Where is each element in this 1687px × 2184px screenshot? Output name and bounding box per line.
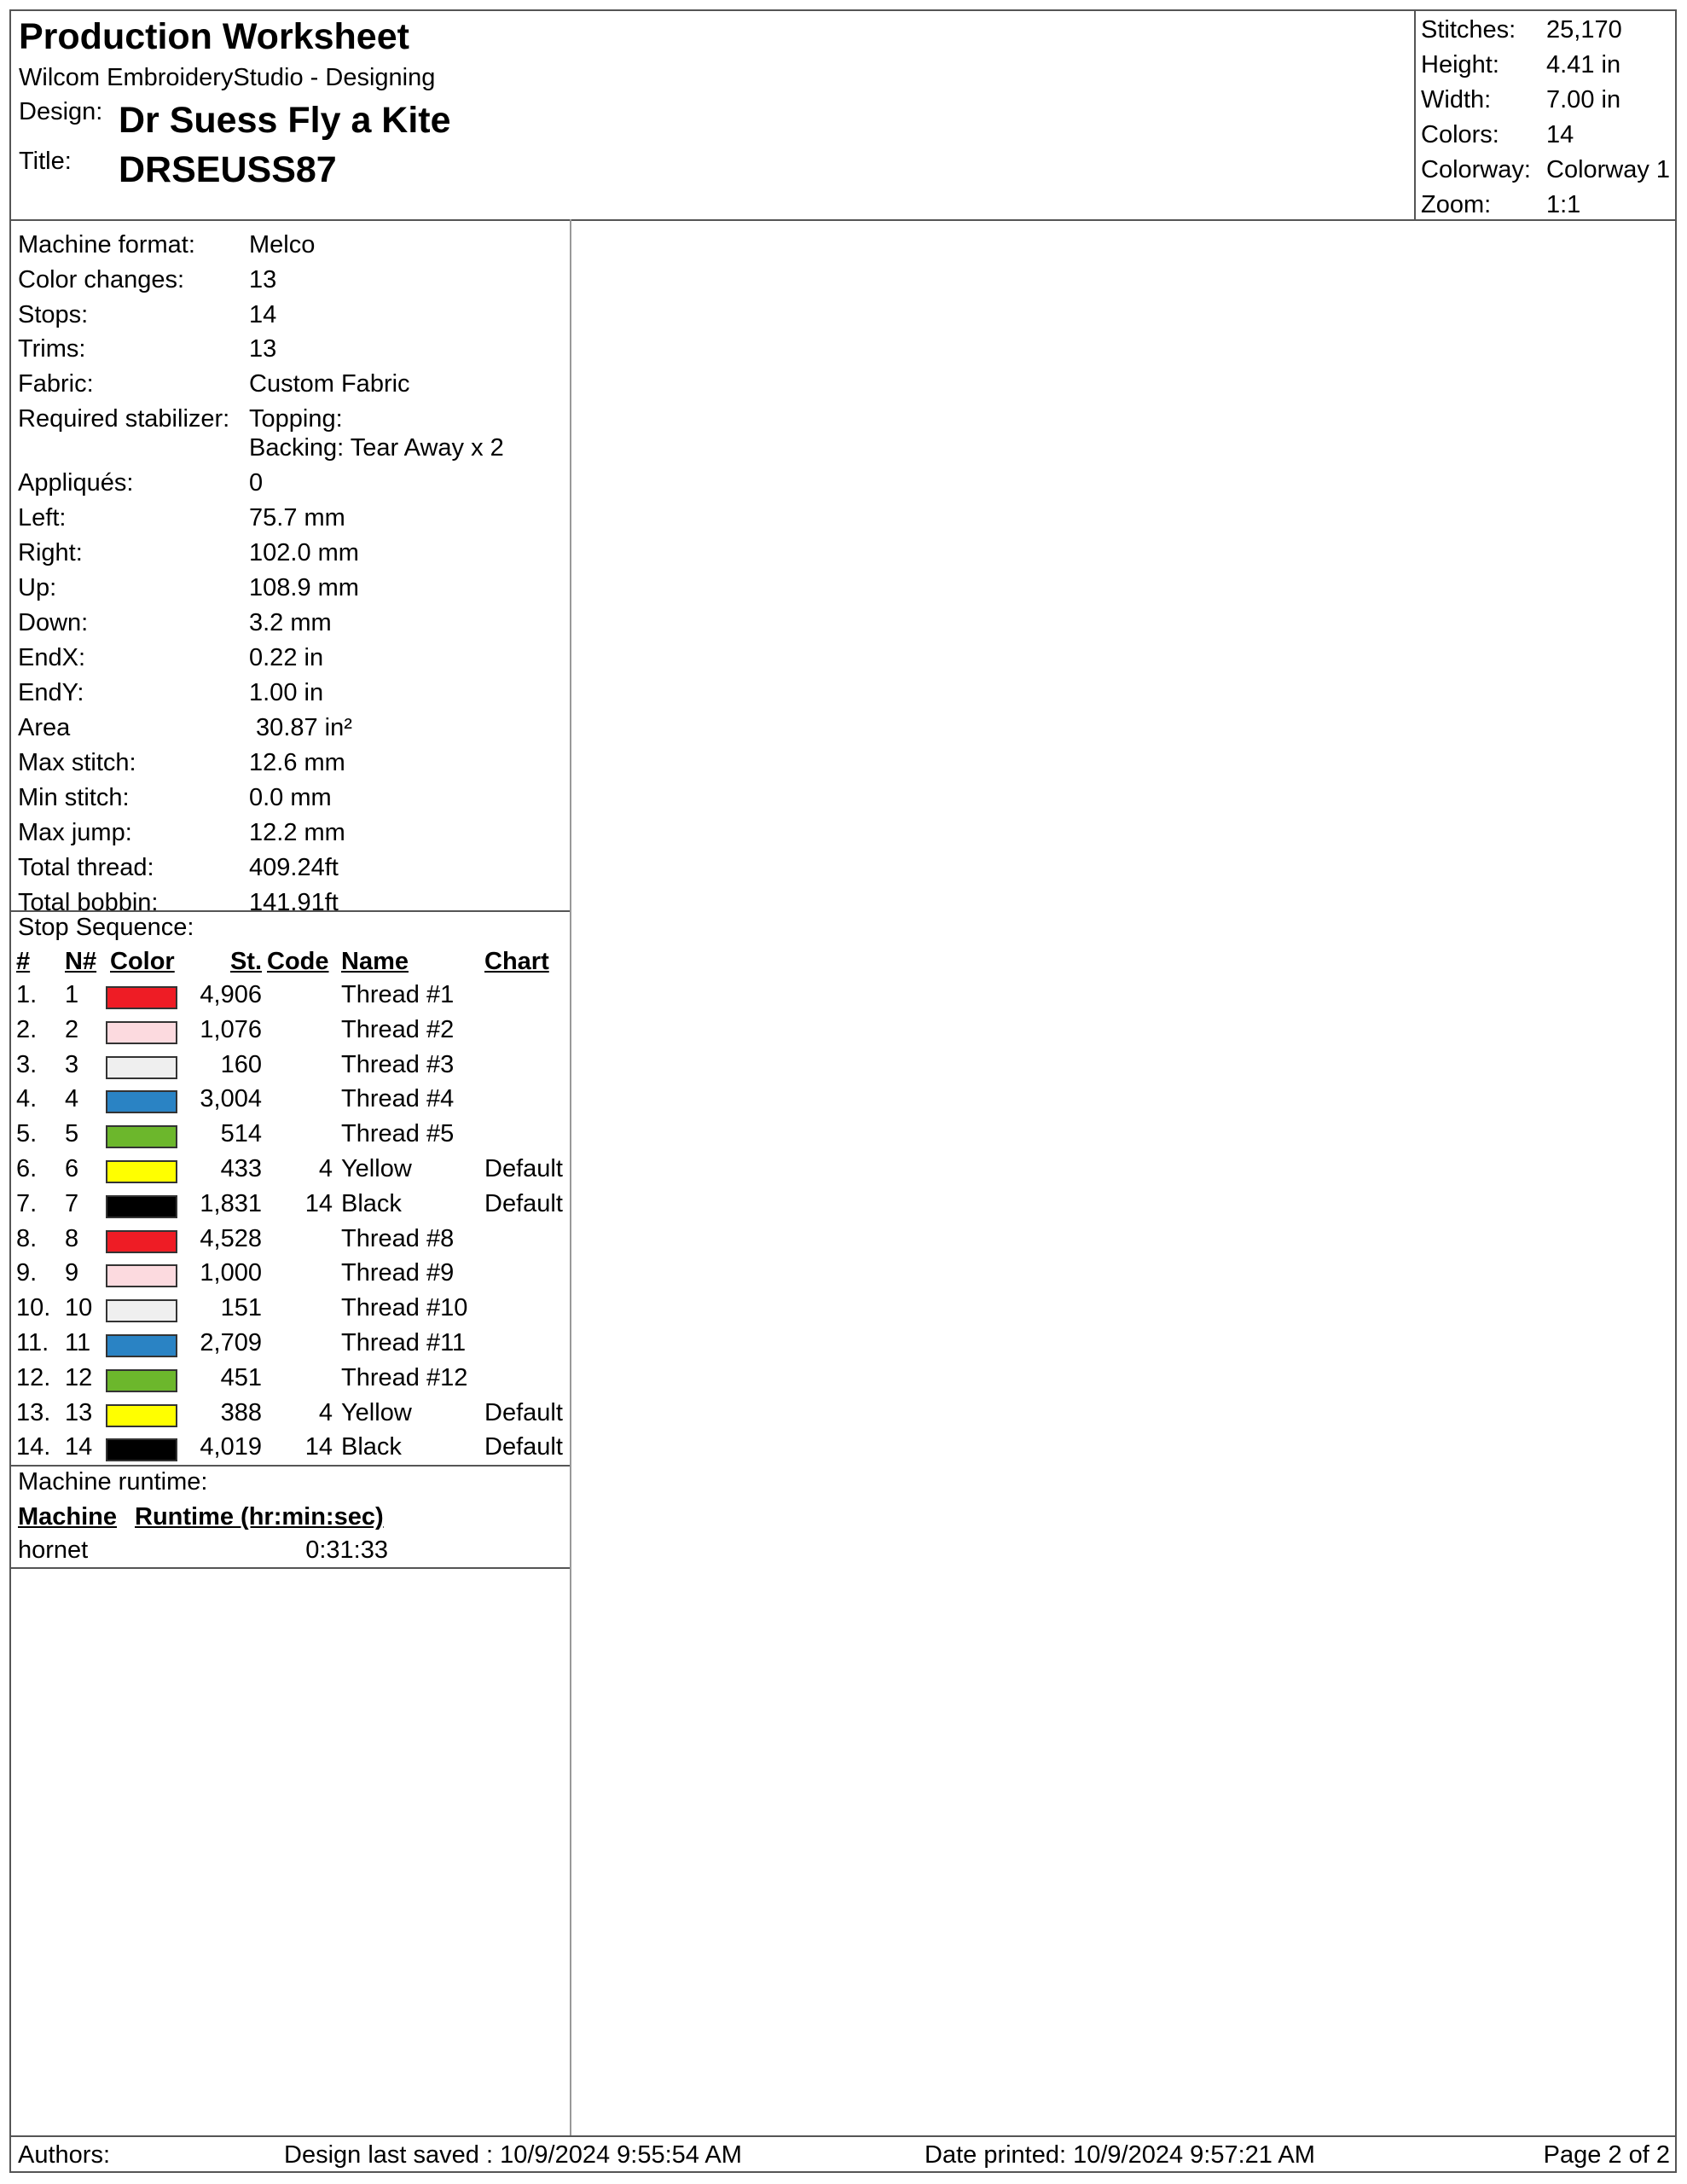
thread-name: Black: [341, 1189, 402, 1217]
design-title: DRSEUSS87: [119, 149, 337, 190]
stitch-count: 3,004: [200, 1085, 262, 1113]
stop-row: [11, 981, 570, 1015]
summary-width: Width: 7.00 in: [1421, 86, 1621, 113]
thread-chart: Default: [484, 1433, 563, 1461]
col-header-chart: Chart: [484, 948, 549, 975]
col-header-color: Color: [110, 948, 175, 975]
stop-number: 2.: [16, 1015, 38, 1043]
color-swatch: [106, 986, 177, 1009]
application-name: Wilcom EmbroideryStudio - Designing: [19, 64, 436, 91]
machine-runtime: [11, 1465, 570, 1569]
worksheet-footer: [11, 2135, 1675, 2173]
thread-code: 4: [318, 1155, 333, 1182]
stop-row: [11, 1190, 570, 1224]
stop-number: 8.: [16, 1224, 38, 1252]
thread-chart: Default: [484, 1155, 563, 1182]
thread-name: Thread #10: [341, 1294, 468, 1322]
stop-row: [11, 1364, 570, 1398]
stop-number: 13.: [16, 1398, 51, 1426]
stitch-count: 514: [220, 1120, 262, 1148]
runtime-time: 0:31:33: [305, 1536, 388, 1564]
summary-colors: Colors: 14: [1421, 121, 1574, 148]
thread-name: Thread #4: [341, 1085, 455, 1113]
machine-info: Machine format: Melco Color changes: 13 Stops: 14 Trims: 13 Fabric: Custom Fabric Required stabilizer: Topping: Backing: Tear Away x 2 Appliqués: 0 Left: 75.7 mm Right: 102.0 mm Up: 108.9 mm Down: 3.2 mm EndX: 0.22 in EndY: 1.00 in Area 30.87 in² Max stitch: 12.6 mm Min stitch: 0.0 mm Max jump: 12.2 mm Total thread: 409.24ft Total bobbin: 141.91ft: [11, 219, 570, 912]
stitch-count: 1,076: [200, 1015, 262, 1043]
color-swatch: [106, 1299, 177, 1322]
needle-number: 3: [65, 1050, 79, 1078]
stitch-count: 4,528: [200, 1224, 262, 1252]
col-header-name: Name: [341, 948, 409, 975]
needle-number: 7: [65, 1189, 79, 1217]
col-header-code: Code: [267, 948, 329, 975]
needle-number: 10: [65, 1294, 93, 1322]
stop-number: 14.: [16, 1433, 51, 1461]
stop-sequence-title: Stop Sequence:: [18, 914, 194, 941]
thread-name: Black: [341, 1433, 402, 1461]
summary-zoom: Zoom: 1:1: [1421, 191, 1581, 218]
stitch-count: 1,000: [200, 1259, 262, 1287]
thread-code: 14: [304, 1433, 333, 1461]
stop-row: [11, 1294, 570, 1328]
needle-number: 14: [65, 1433, 93, 1461]
stitch-count: 433: [220, 1155, 262, 1182]
runtime-machine: hornet: [18, 1536, 89, 1564]
stitch-count: 151: [220, 1294, 262, 1322]
design-name: Dr Suess Fly a Kite: [119, 100, 451, 141]
thread-name: Thread #2: [341, 1015, 455, 1043]
color-swatch: [106, 1125, 177, 1148]
color-swatch: [106, 1160, 177, 1183]
thread-name: Thread #8: [341, 1224, 455, 1252]
stop-number: 12.: [16, 1363, 51, 1391]
summary-colorway: Colorway: Colorway 1: [1421, 156, 1671, 183]
stop-row: [11, 1225, 570, 1259]
col-header-needle: N#: [65, 948, 97, 975]
thread-name: Thread #1: [341, 981, 455, 1008]
stitch-count: 4,019: [200, 1433, 262, 1461]
color-swatch: [106, 1021, 177, 1044]
stop-row: [11, 1085, 570, 1119]
needle-number: 13: [65, 1398, 93, 1426]
summary-stitches: Stitches: 25,170: [1421, 16, 1622, 44]
needle-number: 1: [65, 981, 79, 1008]
needle-number: 4: [65, 1085, 79, 1113]
footer-last-saved: Design last saved : 10/9/2024 9:55:54 AM: [284, 2141, 742, 2169]
color-swatch: [106, 1369, 177, 1392]
col-header-stitches: St.: [229, 948, 262, 975]
stop-number: 5.: [16, 1120, 38, 1148]
needle-number: 6: [65, 1155, 79, 1182]
col-header-num: #: [16, 948, 31, 975]
thread-name: Thread #12: [341, 1363, 468, 1391]
stop-row: [11, 1433, 570, 1467]
stop-number: 4.: [16, 1085, 38, 1113]
stop-row: [11, 1329, 570, 1363]
stitch-count: 2,709: [200, 1329, 262, 1356]
needle-number: 12: [65, 1363, 93, 1391]
color-swatch: [106, 1264, 177, 1287]
footer-authors: Authors:: [18, 2141, 110, 2169]
stop-sequence: [11, 910, 570, 1467]
stop-row: [11, 1399, 570, 1433]
thread-code: 4: [318, 1398, 333, 1426]
needle-number: 8: [65, 1224, 79, 1252]
thread-chart: Default: [484, 1398, 563, 1426]
thread-name: Thread #5: [341, 1120, 455, 1148]
footer-date-printed: Date printed: 10/9/2024 9:57:21 AM: [925, 2141, 1315, 2169]
worksheet-header: [11, 11, 1675, 221]
color-swatch: [106, 1334, 177, 1357]
thread-code: 14: [304, 1189, 333, 1217]
stitch-count: 160: [220, 1050, 262, 1078]
thread-chart: Default: [484, 1189, 563, 1217]
summary-height: Height: 4.41 in: [1421, 51, 1621, 78]
stop-number: 7.: [16, 1189, 38, 1217]
stop-row: [11, 1120, 570, 1154]
color-swatch: [106, 1195, 177, 1218]
summary-panel: [1414, 11, 1675, 219]
runtime-header-machine: Machine: [18, 1503, 118, 1531]
needle-number: 5: [65, 1120, 79, 1148]
stop-row: [11, 1155, 570, 1189]
thread-name: Yellow: [341, 1155, 412, 1182]
design-label: Design:: [19, 98, 103, 125]
title-label: Title:: [19, 148, 72, 175]
color-swatch: [106, 1438, 177, 1461]
stop-number: 3.: [16, 1050, 38, 1078]
stop-number: 11.: [16, 1329, 49, 1356]
thread-name: Thread #11: [341, 1329, 467, 1356]
stop-number: 6.: [16, 1155, 38, 1182]
thread-name: Yellow: [341, 1398, 412, 1426]
details-column: [11, 219, 571, 2135]
color-swatch: [106, 1230, 177, 1253]
stitch-count: 451: [220, 1363, 262, 1391]
thread-name: Thread #3: [341, 1050, 455, 1078]
production-worksheet: [9, 9, 1677, 2173]
document-title: Production Worksheet: [19, 16, 409, 57]
runtime-title: Machine runtime:: [18, 1468, 208, 1496]
stop-number: 1.: [16, 981, 38, 1008]
stitch-count: 4,906: [200, 981, 262, 1008]
needle-number: 2: [65, 1015, 79, 1043]
header-title-area: [11, 11, 1414, 219]
footer-page-number: Page 2 of 2: [1543, 2141, 1670, 2169]
thread-name: Thread #9: [341, 1259, 455, 1287]
stop-number: 9.: [16, 1259, 38, 1287]
needle-number: 11: [65, 1329, 91, 1356]
stop-number: 10.: [16, 1294, 51, 1322]
color-swatch: [106, 1056, 177, 1079]
color-swatch: [106, 1090, 177, 1113]
stop-row: [11, 1016, 570, 1050]
stop-row: [11, 1259, 570, 1293]
stop-row: [11, 1051, 570, 1085]
runtime-header-runtime: Runtime (hr:min:sec): [135, 1503, 384, 1531]
color-swatch: [106, 1404, 177, 1427]
stitch-count: 1,831: [200, 1189, 262, 1217]
stitch-count: 388: [220, 1398, 262, 1426]
needle-number: 9: [65, 1259, 79, 1287]
